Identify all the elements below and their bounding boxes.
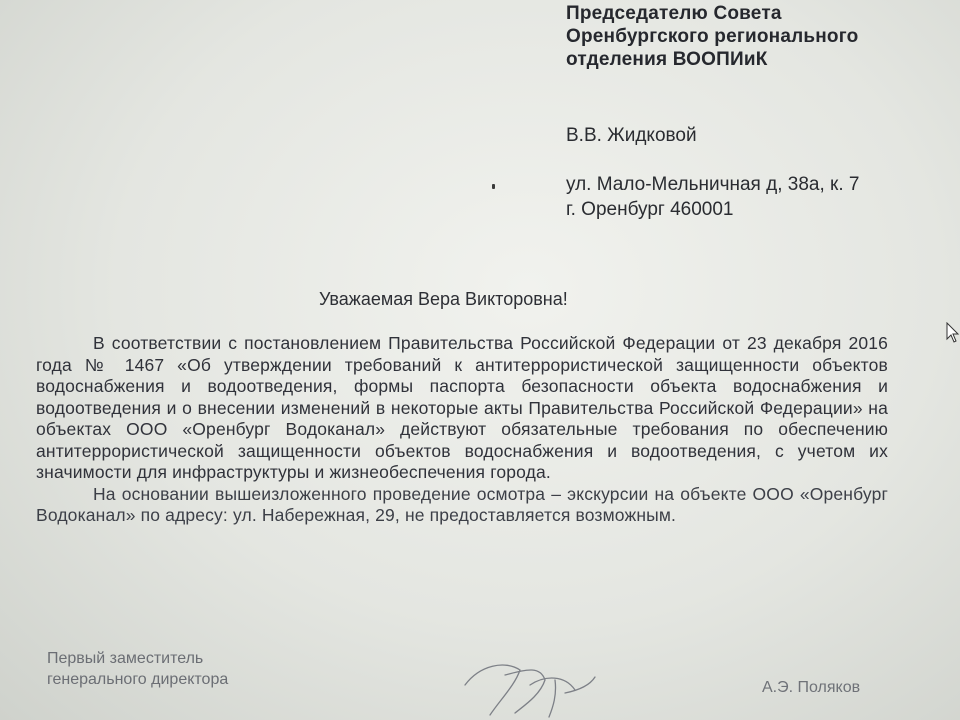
addressee-line: Оренбургского регионального xyxy=(566,26,859,47)
body-paragraph-1: В соответствии с постановлением Правительства Российской Федерации от 23 декабря 2016 года № 1467 «Об утверждении требований к антитеррористической защищенности объектов водоснабжения и водоотведения, формы паспорта безопасности объекта водоснабжения и водоотведения и о внесении изменений в некоторые акты Правительства Российской Федерации» на объектах ООО «Оренбург Водоканал» действуют обязательные требования по обеспечению антитеррористической защищенности объектов водоснабжения и водоотведения, с учетом их значимости для инфраструктуры и жизнеобеспечения города. xyxy=(36,333,888,482)
addressee-block xyxy=(566,2,858,71)
address-city: г. Оренбург 460001 xyxy=(566,199,734,220)
signer-position-line: генерального директора xyxy=(47,671,229,688)
body-paragraph-2: На основании вышеизложенного проведение осмотра – экскурсии на объекте ООО «Оренбург Водоканал» по адресу: ул. Набережная, 29, не предоставляется возможным. xyxy=(36,483,888,525)
address-street: ул. Мало-Мельничная д, 38а, к. 7 xyxy=(566,174,860,195)
mouse-pointer-icon xyxy=(946,322,960,344)
signer-position-line: Первый заместитель xyxy=(47,650,204,667)
paper-speck xyxy=(492,184,495,189)
signer-position xyxy=(47,648,228,690)
handwritten-signature xyxy=(445,645,605,720)
addressee-line: Председателю Совета xyxy=(566,3,782,24)
salutation: Уважаемая Вера Викторовна! xyxy=(319,289,568,309)
recipient-name: В.В. Жидковой xyxy=(566,125,697,146)
recipient-address xyxy=(566,172,859,222)
addressee-line: отделения ВООПИиК xyxy=(566,49,768,70)
letter-body xyxy=(36,333,888,527)
signer-name: А.Э. Поляков xyxy=(762,679,861,696)
